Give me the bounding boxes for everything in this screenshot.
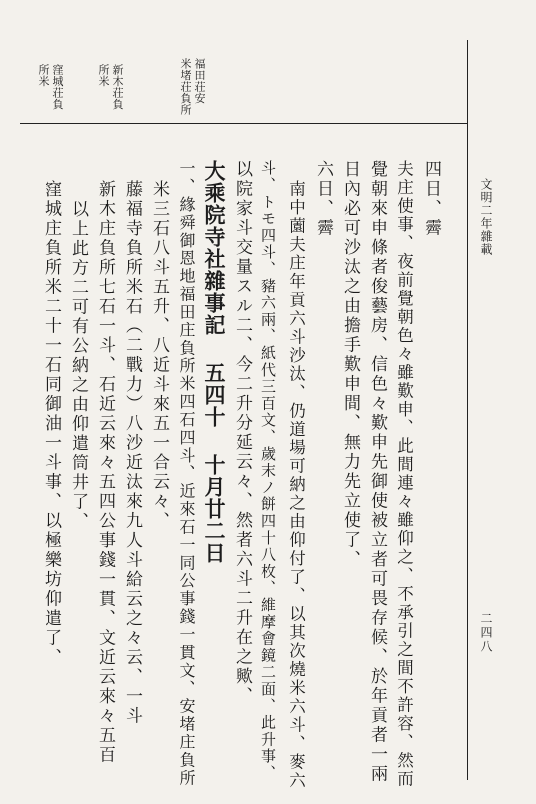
- text-line: 日內必可沙汰之由擔手歎申間、無力先立使了、: [340, 160, 360, 570]
- text-line: 覺朝來申條者俊藝房、信色々歎申先御使被立者可畏存候、於年貢者一兩: [367, 160, 387, 784]
- text-line: 四日、霽: [421, 160, 441, 238]
- text-line: 斗、トモ四斗、豬六兩、紙代三百文、歲末ノ餅四十八枚、維摩會鏡二面、此升事、: [259, 160, 277, 782]
- text-line: 窪城庄負所米二十一石同御油一斗事、以極樂坊仰遣了、: [41, 180, 61, 668]
- text-line: 米三石八斗五升、八近斗來五一合云々、: [149, 180, 169, 531]
- text-line: 夫庄使事、夜前覺朝色々雖歎申、此間連々雖仰之、不承引之間不許容、然而: [394, 160, 414, 789]
- page-number: 二四八: [479, 612, 493, 654]
- side-note: 所米: [97, 64, 110, 87]
- side-note: 窪城荘負: [51, 64, 64, 110]
- text-line: 以上此方二可有公納之由仰遣筒井了、: [68, 200, 88, 532]
- side-note: 所米: [37, 64, 50, 87]
- side-note: 福田荘安: [193, 58, 206, 104]
- side-note: 米堵荘負所: [179, 58, 192, 116]
- side-note: 新木荘負: [111, 64, 124, 110]
- margin-rule: [467, 40, 468, 780]
- text-line: 南中薗夫庄年貢六斗沙汰、仍道場可納之由仰付了、以其次燒米六斗、麥六: [286, 180, 306, 790]
- text-line: 新木庄負所七石一斗、石近云來々五四公事錢一貫、文近云來々五百: [95, 180, 115, 765]
- text-line: 藤福寺負所米石（二戰力）八沙近汰來九人斗給云之々云、一斗: [122, 180, 142, 726]
- section-heading: 大乘院寺社雜事記 五四十 十月廿二日: [202, 160, 227, 564]
- text-line: 以院家斗交量スル二、今二升分延云々、然者六斗二升在之歟、: [232, 160, 252, 706]
- text-line: 六日、霽: [313, 160, 333, 238]
- header-rule: [20, 123, 467, 124]
- text-line: 一、緣舜御恩地福田庄負所米四石四斗、近來石一同公事錢一貫文、安堵庄負所: [177, 160, 196, 788]
- running-title: 文明二年雜載: [479, 178, 493, 256]
